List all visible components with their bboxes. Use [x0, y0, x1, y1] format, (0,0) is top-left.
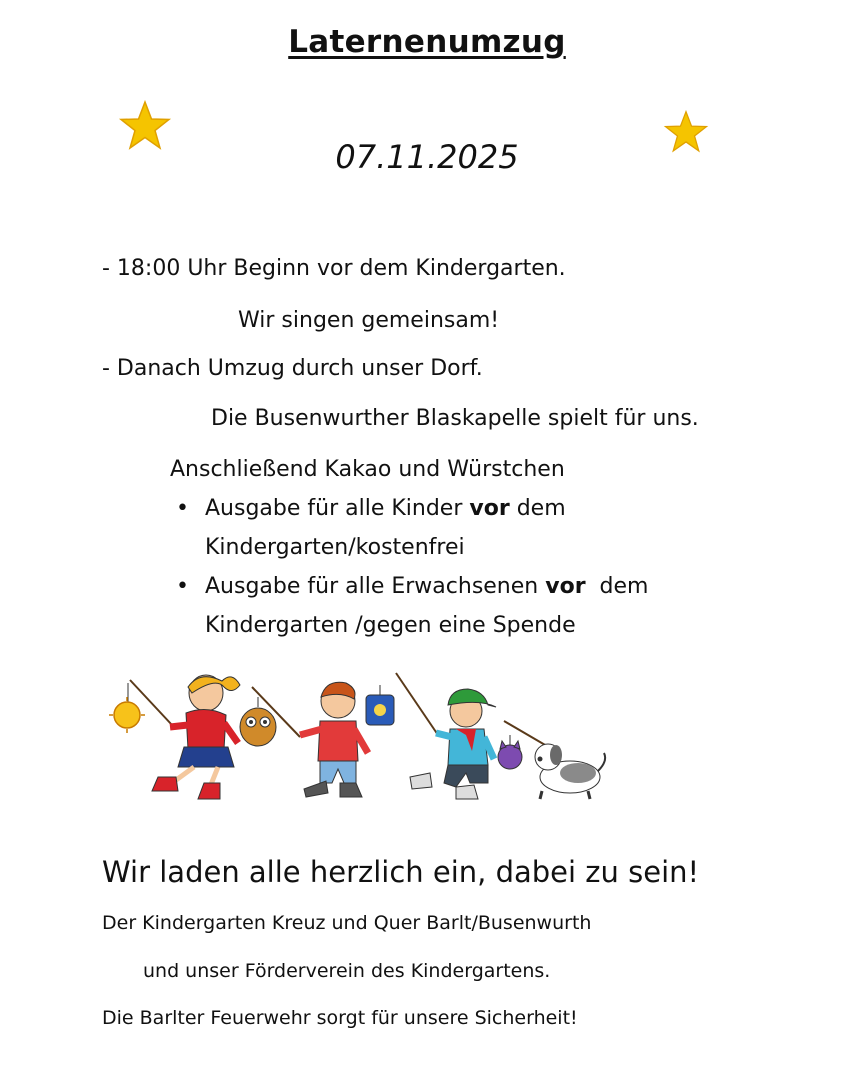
bullet-item-2	[205, 574, 648, 599]
bullet-item-1	[205, 496, 566, 521]
footer-line-3: Die Barlter Feuerwehr sorgt für unsere Sicherheit!	[102, 1007, 578, 1029]
girl-figure-icon	[109, 675, 240, 799]
parade-line: - Danach Umzug durch unser Dorf.	[102, 356, 483, 381]
bullet-dot-2: •	[176, 574, 189, 599]
dog-figure-icon	[535, 744, 605, 799]
owl-lantern-icon	[240, 687, 300, 746]
children-lantern-illustration	[100, 665, 620, 815]
bullet-bold: vor	[545, 574, 586, 599]
bullet-item-2-line2: Kindergarten /gegen eine Spende	[205, 613, 576, 638]
bullet-text: Ausgabe für alle Kinder	[205, 496, 470, 521]
bullet-item-1-line2: Kindergarten/kostenfrei	[205, 535, 465, 560]
band-line: Die Busenwurther Blaskapelle spielt für uns.	[211, 406, 699, 431]
bullet-text-end: dem	[585, 574, 649, 599]
bullet-dot-1: •	[176, 496, 189, 521]
blue-lantern-icon	[366, 673, 438, 735]
bullet-text: Ausgabe für alle Erwachsenen	[205, 574, 546, 599]
footer-line-2: und unser Förderverein des Kindergartens.	[143, 960, 551, 982]
invitation-heading: Wir laden alle herzlich ein, dabei zu sein!	[102, 855, 700, 889]
after-line: Anschließend Kakao und Würstchen	[170, 457, 565, 482]
sing-line: Wir singen gemeinsam!	[238, 308, 500, 333]
footer-line-1: Der Kindergarten Kreuz und Quer Barlt/Busenwurth	[102, 912, 592, 934]
bullet-bold: vor	[469, 496, 510, 521]
begin-line: - 18:00 Uhr Beginn vor dem Kindergarten.	[102, 256, 566, 281]
page-title: Laternenumzug	[288, 24, 566, 60]
event-date: 07.11.2025	[335, 138, 519, 176]
boy-cap-figure-icon	[410, 689, 496, 799]
boy-figure-icon	[300, 682, 368, 797]
bullet-text-end: dem	[509, 496, 566, 521]
